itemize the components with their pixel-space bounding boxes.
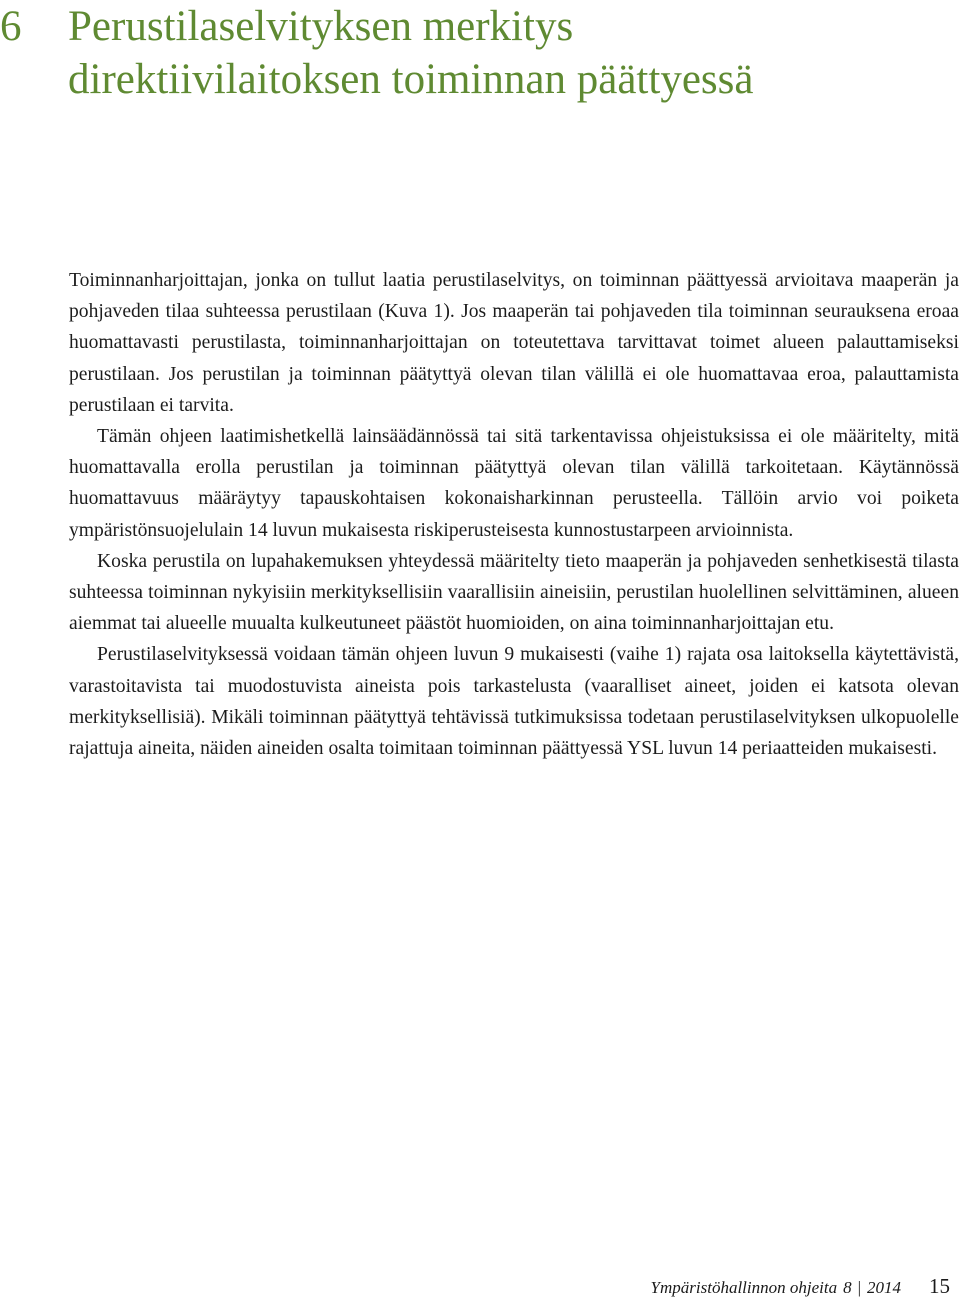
- chapter-title-line-1: Perustilaselvityksen merkitys: [68, 3, 574, 50]
- body-text: [69, 265, 959, 764]
- page-footer: [651, 1274, 950, 1299]
- chapter-title-line-2: direktiivilaitoksen toiminnan päättyessä: [68, 56, 754, 103]
- page-number: 15: [929, 1274, 950, 1298]
- paragraph-3: Koska perustila on lupahakemuksen yhteydessä määritelty tieto maaperän ja pohjaveden senhetkisestä tilasta suhteessa toiminnan nykyisiin merkityksellisiin vaarallisiin aineisiin, perustilan huolellinen selvittäminen, alueen aiemmat tai alueelle muualta kulkeutuneet päästöt huomioiden, on aina toiminnanharjoittajan etu.: [69, 550, 959, 635]
- paragraph-4: Perustilaselvityksessä voidaan tämän ohjeen luvun 9 mukaisesti (vaihe 1) rajata osa laitoksella käytettävistä, varastoitavista tai muodostuvista aineista pois tarkastelusta (vaaralliset aineet, joiden ei katsota olevan merkityksellisiä). Mikäli toiminnan päätyttyä tehtävissä tutkimuksissa todetaan perustilaselvityksen ulkopuolelle rajattuja aineita, näiden aineiden osalta toimitaan toiminnan päättyessä YSL luvun 14 periaatteiden mukaisesti.: [69, 644, 959, 760]
- footer-issue: 8: [843, 1278, 852, 1297]
- footer-separator: |: [857, 1278, 861, 1297]
- footer-series-name: Ympäristöhallinnon ohjeita: [650, 1278, 838, 1297]
- footer-year: 2014: [867, 1278, 901, 1297]
- paragraph-2: Tämän ohjeen laatimishetkellä lainsäädännössä tai sitä tarkentavissa ohjeistuksissa ei ole määritelty, mitä huomattavalla erolla perustilan ja toiminnan päätyttyä olevan tilan välillä tarkoitetaan. Käytännössä huomattavuus määräytyy tapauskohtaisen kokonaisharkinnan perusteella. Tällöin arvio voi poiketa ympäristönsuojelulain 14 luvun mukaisesta riskiperusteisesta kunnostustarpeen arvioinnista.: [69, 426, 959, 541]
- chapter-title: [68, 0, 948, 106]
- paragraph-1: Toiminnanharjoittajan, jonka on tullut laatia perustilaselvitys, on toiminnan päättyessä arvioitava maaperän ja pohjaveden tilaa suhteessa perustilaan (Kuva 1). Jos maaperän tai pohjaveden tila toiminnan seurauksena eroaa huomattavasti perustilasta, toiminnanharjoittajan on toteutettava tarvittavat toimet alueen palauttamiseksi perustilaan. Jos perustilan ja toiminnan päätyttyä olevan tilan välillä ei ole huomattavaa eroa, palauttamista perustilaan ei tarvita.: [69, 270, 959, 416]
- chapter-number: 6: [0, 3, 22, 50]
